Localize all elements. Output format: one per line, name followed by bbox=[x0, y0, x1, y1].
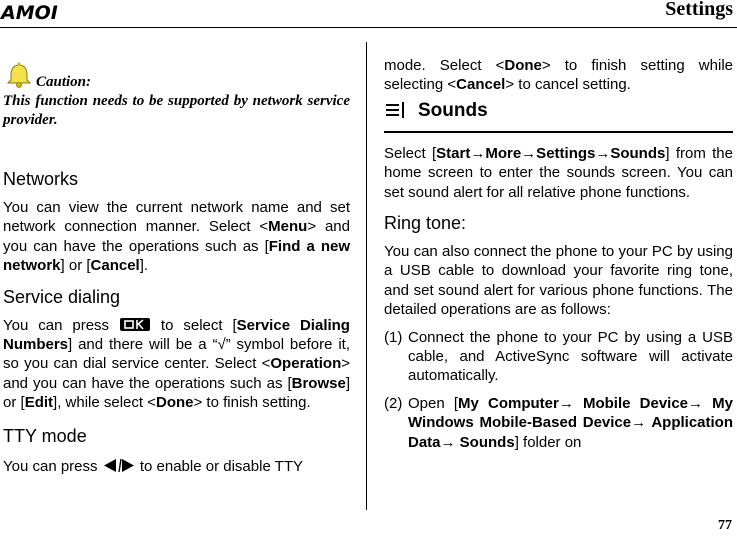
tty-continued-paragraph: mode. Select <Done> to finish setting while selecting <Cancel> to cancel setting. bbox=[384, 57, 733, 94]
ring-tone-intro: You can also connect the phone to your PC by using a USB cable to download your favorite ring tone, and set sound alert for various phone functions. The detailed operations are as follows: bbox=[384, 243, 733, 319]
ring-tone-heading: Ring tone: bbox=[384, 213, 467, 234]
caution-text: This function needs to be supported by network service provider. bbox=[3, 93, 350, 128]
sounds-section-header bbox=[384, 100, 733, 133]
header-rule bbox=[0, 27, 737, 28]
ok-key-icon bbox=[119, 317, 151, 332]
service-dialing-paragraph: You can press to select [Service Dialing Numbers] and there will be a “√” symbol before it, so you can dial service center. Select <Operation> and you can have the operations such as [Browse] or [Edit], while select <Done> to finish setting. bbox=[3, 316, 350, 412]
left-right-key-icon bbox=[102, 458, 136, 473]
networks-paragraph: You can view the current network name and set network connection manner. Select <Menu> and you can have the operations such as [Find a new network] or [Cancel]. bbox=[3, 199, 350, 275]
tty-mode-paragraph: You can press to enable or disable TTY bbox=[3, 457, 304, 475]
list-item: (1) Connect the phone to your PC by using a USB cable, and ActiveSync software will activate automatically. bbox=[384, 328, 733, 385]
section-bars-icon bbox=[386, 102, 406, 120]
sounds-title: Sounds bbox=[418, 99, 488, 121]
service-dialing-heading: Service dialing bbox=[3, 286, 121, 307]
page-number: 77 bbox=[718, 518, 732, 533]
caution-label: Caution: bbox=[36, 74, 92, 90]
sounds-paragraph: Select [Start→More→Settings→Sounds] from the home screen to enter the sounds screen. You can set sound alert for all relative phone functions. bbox=[384, 144, 733, 201]
amoi-logo bbox=[0, 0, 74, 24]
page-header-title: Settings bbox=[665, 0, 733, 20]
column-divider bbox=[366, 42, 367, 510]
left-column bbox=[3, 40, 350, 476]
svg-text:AMOI: AMOI bbox=[1, 2, 58, 24]
networks-heading: Networks bbox=[3, 169, 79, 189]
tty-mode-heading: TTY mode bbox=[3, 425, 87, 446]
caution-box bbox=[3, 40, 350, 92]
right-column bbox=[384, 56, 733, 452]
bell-icon bbox=[4, 60, 34, 90]
list-item: (2) Open [My Computer→ Mobile Device→ My Windows Mobile-Based Device→ Application Data→ Sounds] folder on bbox=[384, 394, 733, 451]
